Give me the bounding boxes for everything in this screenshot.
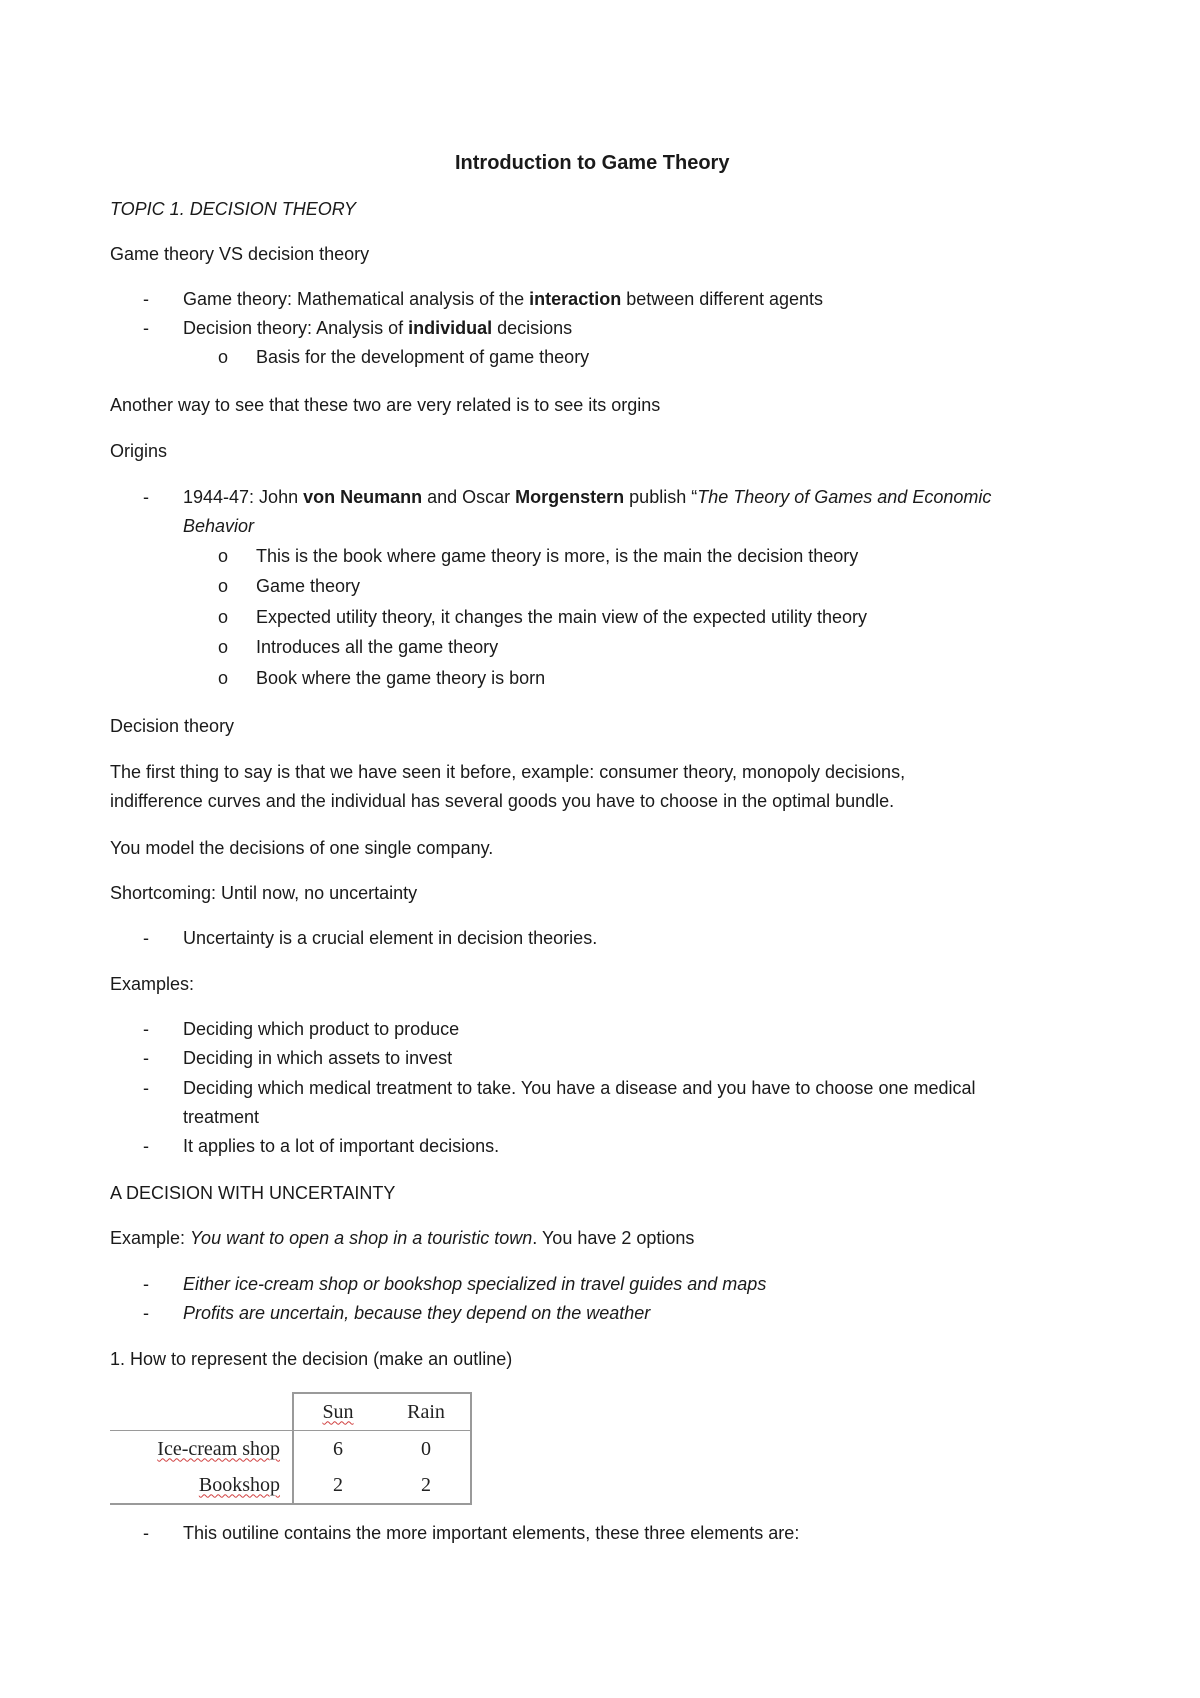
bullet-o: o [218,347,229,367]
bullet-dash: - [143,1274,149,1294]
list-item-cont: treatment [183,1107,260,1127]
table-header-row [110,1393,471,1431]
bullet-dash: - [143,318,149,338]
bullet-dash: - [143,1136,149,1156]
list-item: Game theory: Mathematical analysis of the interaction between different agents [183,289,824,309]
list-subitem: Introduces all the game theory [256,637,499,657]
list-subitem: This is the book where game theory is more, is the main the decision theory [256,546,859,566]
paragraph-model: You model the decisions of one single company. [110,838,494,858]
list-item: It applies to a lot of important decisions. [183,1136,500,1156]
list-item: Profits are uncertain, because they depend on the weather [183,1303,651,1323]
list-item-origins: 1944-47: John von Neumann and Oscar Morgenstern publish “The Theory of Games and Economic [183,487,992,507]
bullet-dash: - [143,487,149,507]
paragraph-examples: Examples: [110,974,195,994]
bullet-dash: - [143,1303,149,1323]
bullet-o: o [218,576,229,596]
topic-heading: TOPIC 1. DECISION THEORY [110,199,357,219]
page-title: Introduction to Game Theory [455,152,730,174]
paragraph-first-thing-cont: indifference curves and the individual has several goods you have to choose in the optimal bundle. [110,791,895,811]
payoff-table [110,1392,472,1505]
list-item: This outiline contains the more important elements, these three elements are: [183,1523,800,1543]
table-cell: 2 [293,1467,382,1504]
list-item: Uncertainty is a crucial element in decision theories. [183,928,598,948]
list-subitem: Book where the game theory is born [256,668,546,688]
heading-decision-theory: Decision theory [110,716,235,736]
paragraph-another-way: Another way to see that these two are very related is to see its orgins [110,395,661,415]
bullet-o: o [218,546,229,566]
paragraph-how-to: 1. How to represent the decision (make an outline) [110,1349,513,1369]
column-header-rain: Rain [382,1393,471,1431]
list-item: Deciding in which assets to invest [183,1048,453,1068]
list-item: Either ice-cream shop or bookshop specialized in travel guides and maps [183,1274,767,1294]
list-item: Deciding which product to produce [183,1019,460,1039]
bullet-o: o [218,607,229,627]
paragraph-origins: Origins [110,441,168,461]
row-label: Bookshop [110,1467,293,1504]
bullet-o: o [218,668,229,688]
table-row [110,1431,471,1468]
table-cell: 6 [293,1431,382,1468]
list-subitem: Basis for the development of game theory [256,347,590,367]
heading-decision-uncertainty: A DECISION WITH UNCERTAINTY [110,1183,396,1203]
bullet-dash: - [143,1048,149,1068]
column-header-sun: Sun [293,1393,382,1431]
paragraph-shortcoming: Shortcoming: Until now, no uncertainty [110,883,418,903]
row-label: Ice-cream shop [157,1437,280,1460]
table-row [110,1467,471,1504]
bullet-dash: - [143,1019,149,1039]
bullet-dash: - [143,928,149,948]
list-subitem: Expected utility theory, it changes the main view of the expected utility theory [256,607,867,627]
list-item-origins-cont: Behavior [183,516,255,536]
list-item: Deciding which medical treatment to take. You have a disease and you have to choose one medical [183,1078,976,1098]
list-subitem: Game theory [256,576,361,596]
list-item: Decision theory: Analysis of individual decisions [183,318,573,338]
table-cell: 0 [382,1431,471,1468]
bullet-dash: - [143,1523,149,1543]
paragraph-gt-vs-dt: Game theory VS decision theory [110,244,370,264]
paragraph-example: Example: You want to open a shop in a touristic town. You have 2 options [110,1228,695,1248]
bullet-dash: - [143,1078,149,1098]
table-corner [110,1393,293,1431]
bullet-dash: - [143,289,149,309]
paragraph-first-thing: The first thing to say is that we have seen it before, example: consumer theory, monopoly decisions, [110,762,906,782]
table-cell: 2 [382,1467,471,1504]
bullet-o: o [218,637,229,657]
